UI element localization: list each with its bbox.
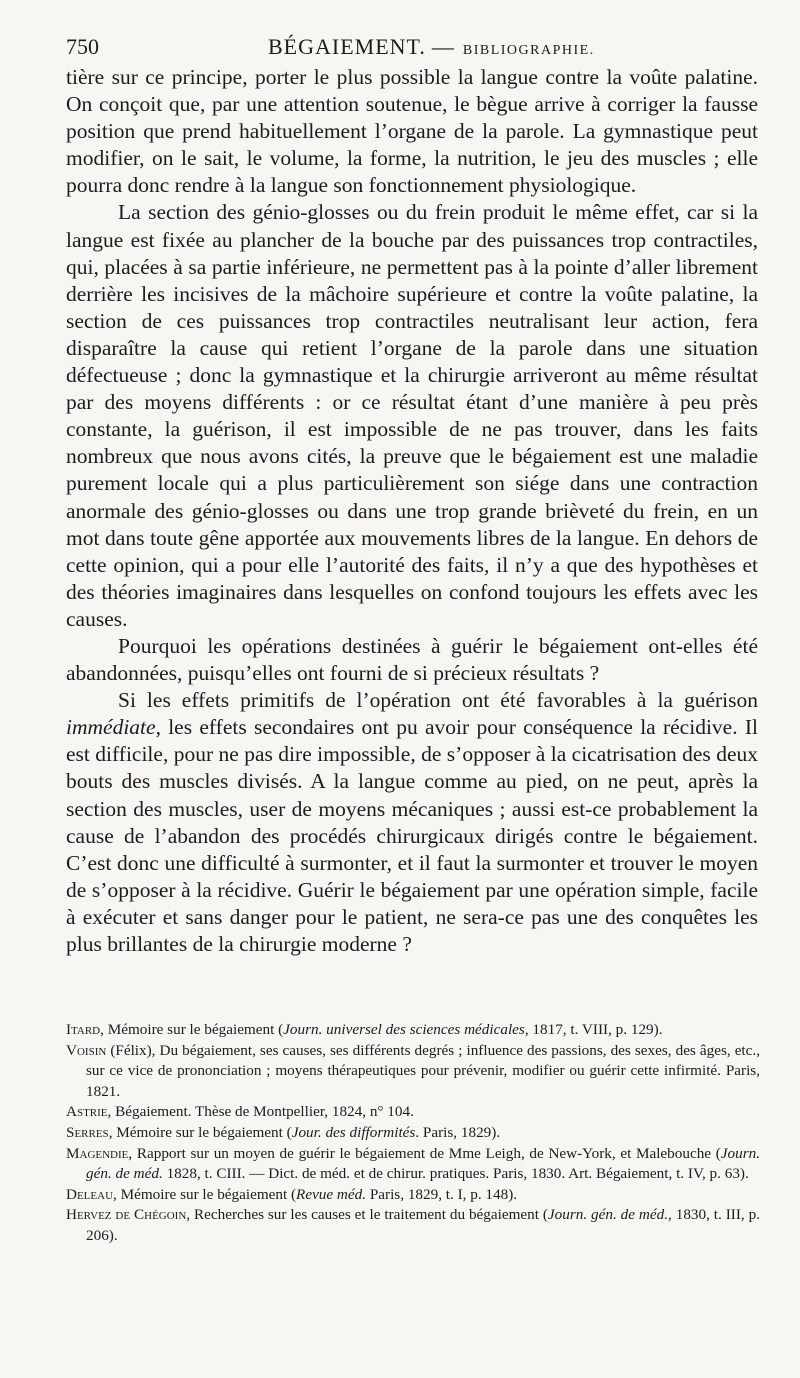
ref-journal: Journ. gén. de méd.	[547, 1206, 669, 1224]
title-separator: —	[431, 34, 455, 59]
paragraph	[66, 687, 758, 958]
running-title	[268, 34, 595, 60]
bibliography-entry	[66, 1102, 760, 1123]
paragraph: Pourquoi les opérations destinées à guérir le bégaiement ont-elles été abandonnées, puisqu’elles ont fourni de si précieux résultats ?	[66, 633, 758, 686]
ref-text: , 1830, t. III, p. 206).	[86, 1206, 760, 1244]
bibliography-list	[66, 1020, 760, 1247]
running-title-main: BÉGAIEMENT.	[268, 34, 426, 59]
bibliography-entry	[66, 1020, 760, 1041]
ref-text: 1828, t. CIII. — Dict. de méd. et de chirur. pratiques. Paris, 1830. Art. Bégaiement, t. IV, p. 63).	[162, 1165, 749, 1183]
ref-text: , Mémoire sur le bégaiement (	[108, 1123, 292, 1141]
page-number: 750	[66, 34, 99, 59]
ref-text: , Mémoire sur le bégaiement (	[100, 1021, 284, 1038]
paragraph-text: , les effets secondaires ont pu avoir pour conséquence la récidive. Il est difficile, pour ne pas dire impossible, de s’opposer à la cicatrisation des deux bouts des muscles divisés. A la langue comme au pied, on ne peut, après la section des muscles, user de moyens mécaniques ; aussi est-ce probablement la cause de l’abandon des procédés chirurgicaux dirigés contre le bégaiement. C’est donc une difficulté à surmonter, et il faut la surmonter et trouver le moyen de s’opposer à la récidive. Guérir le bégaiement par une opération simple, facile à exécuter et sans danger pour le patient, ne sera-ce pas une des conquêtes les plus brillantes de la chirurgie moderne ?	[66, 715, 758, 956]
ref-author: Magendie	[66, 1144, 129, 1162]
paragraph: tière sur ce principe, porter le plus possible la langue contre la voûte palatine. On conçoit que, par une attention soutenue, le bègue arrive à corriger la fausse position que prend habituellement l’organe de la parole. La gymnastique peut modifier, on le sait, le volume, la forme, la nutrition, le jeu des muscles ; elle pourra donc rendre à la langue son fonctionnement physiologique.	[66, 65, 758, 198]
bibliography-entry	[66, 1205, 760, 1246]
paragraph: La section des génio-glosses ou du frein produit le même effet, car si la langue est fixée au plancher de la bouche par des puissances trop contractiles, qui, placées à sa partie inférieure, ne permettent pas à la pointe d’aller librement derrière les incisives de la mâchoire supérieure et contre la voûte palatine, la section de ces puissances trop contractiles neutralisant leur action, fera disparaître la cause qui retient l’organe de la parole dans une situation défectueuse ; donc la gymnastique et la chirurgie arriveront au même résultat par des moyens différents : or ce résultat étant d’une manière à peu près constante, la guérison, il est impossible de ne pas trouver, dans les faits nombreux que nous avons cités, la preuve que le bégaiement est une maladie purement locale qui a plus particulièrement son siége dans une contraction anormale des génio-glosses ou dans une trop grande brièveté du frein, en un mot dans toute gêne apportée aux mouvements libres de la langue. En dehors de cette opinion, qui a pour elle l’autorité des faits, il n’y a que des hypothèses et des théories imaginaires dans lesquelles on confond toujours les effets avec les causes.	[66, 200, 758, 631]
section-name: BIBLIOGRAPHIE.	[462, 43, 595, 58]
ref-text: , Bégaiement. Thèse de Montpellier, 1824, n° 104.	[107, 1103, 414, 1121]
ref-journal: Journ. universel des sciences médicales	[283, 1021, 525, 1038]
bibliography-entry	[66, 1041, 760, 1103]
ref-text: , Rapport sur un moyen de guérir le bégaiement de Mme Leigh, de New-York, et Malebouche (	[128, 1144, 721, 1162]
ref-text: , Mémoire sur le bégaiement (	[113, 1185, 297, 1203]
bibliography-entry	[66, 1144, 760, 1185]
ref-author: Voisin	[66, 1041, 107, 1059]
ref-author: Deleau	[66, 1185, 114, 1203]
ref-text: . Paris, 1829).	[415, 1123, 501, 1141]
page-header	[66, 30, 760, 64]
ref-journal: Journ. gén. de méd.	[86, 1144, 760, 1183]
ref-text: , 1817, t. VIII, p. 129).	[524, 1021, 663, 1038]
paragraph-text: Si les effets primitifs de l’opération ont été favorables à la guérison	[118, 688, 758, 713]
ref-author: Serres	[66, 1123, 109, 1141]
ref-author: Itard	[66, 1021, 101, 1038]
ref-text: , Recherches sur les causes et le traitement du bégaiement (	[186, 1206, 548, 1224]
body-text	[66, 64, 758, 958]
ref-journal: Revue méd.	[296, 1185, 367, 1203]
ref-text: Paris, 1829, t. I, p. 148).	[366, 1185, 518, 1203]
bibliography-entry	[66, 1123, 760, 1144]
bibliography-entry	[66, 1185, 760, 1206]
ref-author: Astrie	[66, 1103, 108, 1121]
emphasis-text: immédiate	[66, 715, 156, 740]
ref-author: Hervez de Chégoin	[66, 1206, 187, 1224]
ref-journal: Jour. des difformités	[291, 1123, 416, 1141]
ref-text: (Félix), Du bégaiement, ses causes, ses différents degrés ; influence des passions, des sexes, des âges, etc., sur ce vice de prononciation ; moyens thérapeutiques pour prévenir, modifier ou guérir cette infirmité. Paris, 1821.	[86, 1041, 760, 1100]
